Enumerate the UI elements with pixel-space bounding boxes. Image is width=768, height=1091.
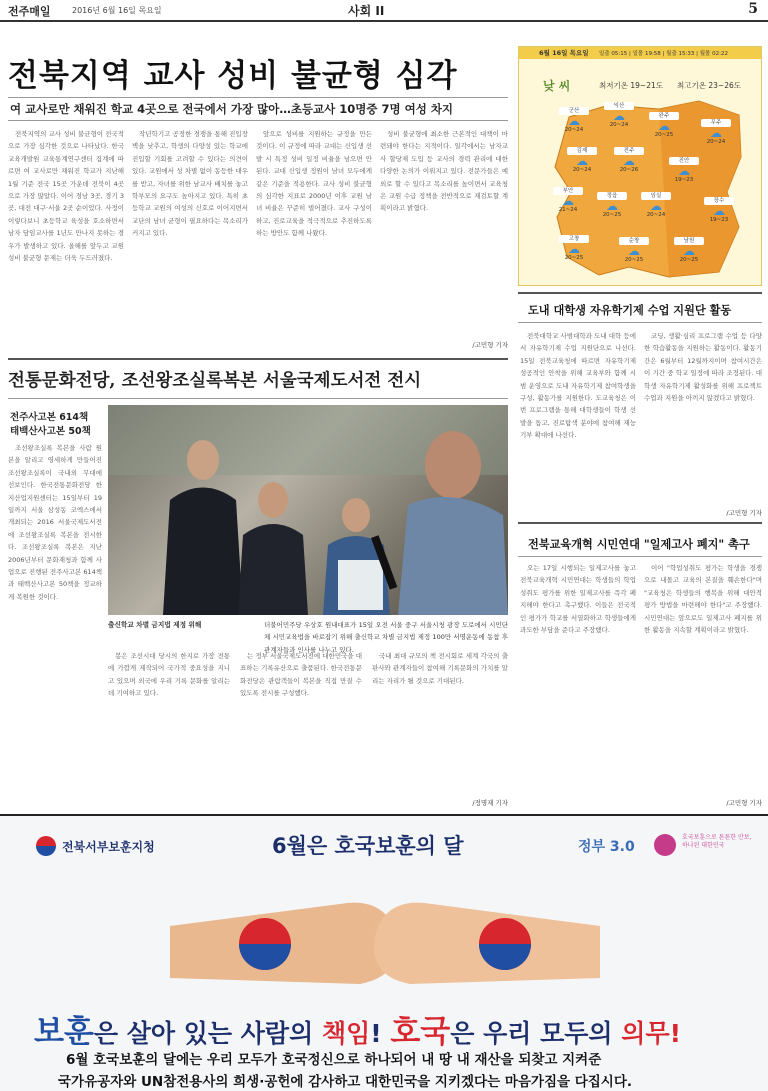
- region-name: 진안: [669, 157, 699, 165]
- slogan-part-b: 은 살아 있는 사람의: [93, 1019, 314, 1048]
- cloud-icon: ☁: [650, 199, 662, 213]
- ad-message-1: 6월 호국보훈의 달에는 우리 모두가 호국정신으로 하나되어 내 땅 내 재산을 되찾고 지켜준: [66, 1052, 602, 1068]
- region-temp: 19~23: [709, 217, 729, 223]
- main-column-2: [132, 128, 248, 340]
- region-name: 고창: [559, 235, 589, 243]
- region-gunsan: [559, 107, 589, 139]
- region-temp: 19~23: [674, 177, 694, 183]
- culture-column: [8, 442, 102, 802]
- main-subhead: 여 교사로만 채워진 학교 4곳으로 전국에서 가장 많아…초등교사 10명중 7명 여성 차지: [10, 102, 454, 116]
- cloud-icon: ☁: [683, 244, 695, 258]
- slogan-responsibility: 책임: [321, 1019, 371, 1048]
- region-muju: [701, 119, 731, 151]
- photo-figures: [108, 405, 508, 615]
- side1-column-2: [644, 330, 762, 504]
- culture-lower-text-3: 국내 최대 규모의 책 전시회로 세계 각국의 출판사와 관계자들이 참여해 기록문화의 가치를 알리는 자리가 될 것으로 기대된다.: [372, 652, 508, 685]
- ad-gov-icon: [654, 834, 676, 856]
- side2-text-2: 이어 "학업성취도 평가는 학생을 경쟁으로 내몰고 교육의 본질을 훼손한다"며 "교육청은 학생들의 행복을 위해 대안적 평가 방법을 마련해야 한다"고 주장했다. 시민연대는 앞으로도 일제고사 폐지를 위한 활동을 지속할 계획이라고 밝혔다.: [644, 564, 762, 635]
- region-name: 부안: [553, 187, 583, 195]
- photo-caption: [264, 619, 508, 654]
- main-text-1: 전북지역의 교사 성비 불균형이 전국적으로 가장 심각한 것으로 나타났다. 한국교육개발원 교육통계연구센터 집계에 따르면 여 교사로만 채워진 학교가 지난해 1월 기준 전국 15곳 가운데 전북이 4곳으로 가장 많았다. 이어 경남 3곳, 경기 3곳, 대전 대구·서울 2곳 순이었다. 사정이 이렇다보니 초등학교 육성을 호소하면서 남자 담임교사를 1년도 만나지 못하는 경우가 발생하고 있다. 올해를 앞두고 교원 성비 불균형 문제는 더욱 두드러졌다.: [8, 130, 124, 263]
- masthead: [0, 0, 768, 22]
- side2-byline: /고민형 기자: [726, 799, 762, 807]
- culture-byline: /정명재 기자: [472, 799, 508, 807]
- culture-lower-1: [108, 650, 230, 808]
- region-sunchang: [619, 237, 649, 269]
- weather-low: 최저기온 19~21도: [599, 81, 663, 90]
- region-name: 완주: [649, 112, 679, 120]
- main-column-3: [256, 128, 372, 340]
- culture-kicker-2: 태백산사고본 50책: [10, 426, 91, 437]
- photo-caption-title: 출신학교 차별 금지법 제정 위해: [108, 621, 202, 629]
- ad-slogan: [34, 1006, 681, 1051]
- region-jeongeup: [597, 192, 627, 224]
- subhead-rule: [8, 120, 508, 121]
- region-name: 임실: [641, 192, 671, 200]
- region-temp: 20~24: [706, 139, 726, 145]
- cloud-icon: ☁: [623, 154, 635, 168]
- side1-text-2: 코딩, 생활·심리 프로그램 수업 등 다양한 학습활동을 지원하는 활동이다. 활동기간은 6월부터 12월까지이며 참여시간은 이 기간 중 학교 일정에 따라 조정된다. 대학생 자유학기제 활성화를 위해 프로젝트 수업과 지원을 아끼지 않겠다고 밝혔다.: [644, 332, 762, 403]
- weather-high: 최고기온 23~26도: [677, 81, 741, 90]
- issue-date: 2016년 6월 16일 목요일: [72, 6, 162, 15]
- weather-box: [518, 46, 762, 286]
- region-jinan: [669, 157, 699, 189]
- culture-kicker-1: 전주사고본 614책: [10, 412, 89, 423]
- region-namwon: [674, 237, 704, 269]
- side2-top-rule: [518, 522, 762, 524]
- ad-gov-logo: 정부 3.0: [578, 839, 635, 855]
- region-name: 군산: [559, 107, 589, 115]
- region-name: 김제: [567, 147, 597, 155]
- region-gochang: [559, 235, 589, 267]
- cloud-icon: ☁: [658, 119, 670, 133]
- ad-agency: 전북서부보훈지청: [62, 840, 155, 854]
- main-column-1: [8, 128, 124, 340]
- region-temp: 20~24: [564, 127, 584, 133]
- region-temp: 20~25: [654, 132, 674, 138]
- cloud-icon: ☁: [568, 114, 580, 128]
- side1-rule: [518, 322, 762, 323]
- cloud-icon: ☁: [678, 164, 690, 178]
- weather-sun-times: 일출 05:15 | 일몰 19:58 | 월출 15:33 | 월몰 02:22: [599, 51, 728, 57]
- cloud-icon: ☁: [568, 242, 580, 256]
- side1-top-rule: [518, 292, 762, 294]
- region-temp: 20~24: [572, 167, 592, 173]
- culture-rule: [8, 398, 508, 399]
- culture-text: 조선왕조실록 복본을 사람 원본을 알리고 영세하게 만들어진 조선왕조실록이 국내외 무대에 선보인다. 한국전통문화전당 한지산업지원센터는 15일부터 19일까지 서울 삼성동 코엑스에서 개최되는 2016 서울국제도서전에 조선왕조실록 복본을 전시한다. 조선왕조실록 복본은 지난 2006년부터 문화재청과 함께 사업으로 진행된 전주사고본 614책과 태백산사고본 50책을 정교하게 복원한 것이다.: [8, 444, 102, 601]
- slogan-part-f: 은 우리 모두의: [450, 1019, 613, 1048]
- culture-headline: 전통문화전당, 조선왕조실록복본 서울국제도서전 전시: [8, 371, 422, 391]
- culture-top-rule: [8, 358, 508, 360]
- weather-label: 낮 씨: [543, 79, 571, 93]
- cloud-icon: ☁: [613, 109, 625, 123]
- section-title: 사회 II: [348, 4, 385, 18]
- region-temp: 21~24: [558, 207, 578, 213]
- cloud-icon: ☁: [628, 244, 640, 258]
- region-name: 남원: [674, 237, 704, 245]
- region-name: 전주: [614, 147, 644, 155]
- region-gimje: [567, 147, 597, 179]
- cloud-icon: ☁: [713, 204, 725, 218]
- main-text-4: 성비 불균형에 최소한 근본적인 대책이 마련돼야 한다는 지적이다. 일각에서는 남자교사 할당제 도입 등 교사의 경력 관리에 대한 다양한 논의가 이뤄지고 있다. 전문가들은 예외로 할 수 있다고 목소리를 높이면서 교육청은 교원 수급 정책을 전반적으로 재검토할 계획이라고 밝혔다.: [380, 130, 508, 213]
- main-text-2: 작년학기고 공정한 경쟁을 통해 진입장벽을 낮추고, 학생의 다양성 있는 학교에 진입할 기회를 고려할 수 있다는 의견이 있다. 교원에서 성 차별 없이 동등한 대우를 받고, 자녀를 위한 남교사 배치를 놓고 학부모의 요구도 높아지고 있다. 특히 초등학교 교원의 여성의 신호로 이어지면서 교단의 남녀 균형이 필요하다는 목소리가 커지고 있다.: [132, 130, 248, 238]
- ad-gov-slogan: 호국보훈으로 튼튼한 안보, 하나된 대한민국: [682, 834, 752, 849]
- region-iksan: [604, 102, 634, 134]
- ad-banner-title: 6월은 호국보훈의 달: [272, 834, 464, 858]
- slogan-bohun: 보훈: [34, 1014, 94, 1050]
- region-temp: 20~25: [679, 257, 699, 263]
- paper-name: 전주매일: [8, 5, 51, 18]
- event-photo: [108, 405, 508, 615]
- region-temp: 20~24: [646, 212, 666, 218]
- main-column-4: [380, 128, 508, 340]
- culture-lower-text-2: 는 정부 서울국제도서전에 대한민국을 대표하는 기록유산으로 출품된다. 한국전통문화전당은 관람객들이 복본을 직접 만질 수 있도록 전시를 구성했다.: [240, 652, 363, 698]
- culture-lower-2: [240, 650, 362, 808]
- cloud-icon: ☁: [576, 154, 588, 168]
- region-name: 무주: [701, 119, 731, 127]
- region-name: 정읍: [597, 192, 627, 200]
- region-temp: 20~25: [624, 257, 644, 263]
- photo-caption-text: 더불어민주당 우상호 원내대표가 15일 오전 서울 중구 서울시청 광장 도로에서 시민단체 시민교육법을 바로잡기 위해 출신학교 차별 금지법 제정 100만 서명운동에 동참 후 관계자들과 인사를 나누고 있다.: [264, 621, 508, 654]
- weather-date: 6월 16일 목요일: [539, 49, 589, 57]
- region-buan: [553, 187, 583, 219]
- side2-column-1: [520, 562, 636, 800]
- ad-message-2: 국가유공자와 UN참전용사의 희생·공헌에 감사하고 대한민국을 지키겠다는 마음가짐을 다집시다.: [58, 1074, 633, 1090]
- side1-headline: 도내 대학생 자유학기제 수업 지원단 활동: [528, 304, 732, 317]
- side1-column-1: [520, 330, 636, 514]
- region-temp: 20~24: [609, 122, 629, 128]
- region-name: 장수: [704, 197, 734, 205]
- side1-text-1: 전북대학교 사범대학과 도내 대학 등에서 자유학기제 수업 지원단으로 나선다. 15일 전북교육청에 따르면 자유학기제 성공적인 안착을 위해 교육부와 함께 시범 운영으로 도내 자유학기제 참여학생을 구성, 활동가를 지원한다. 도교육청은 이번 프로그램을 통해 대학생들이 학생 선발을 돕고, 진로탐색 분야에 참여해 재능기부 확대에 나선다.: [520, 332, 636, 440]
- side2-headline: 전북교육개혁 시민연대 "일제고사 폐지" 촉구: [528, 538, 750, 551]
- side2-rule: [518, 556, 762, 557]
- ad-banner: [0, 814, 768, 1091]
- main-headline: 전북지역 교사 성비 불균형 심각: [8, 58, 458, 94]
- region-temp: 20~25: [602, 212, 622, 218]
- side1-byline: /고민형 기자: [726, 509, 762, 517]
- region-name: 순창: [619, 237, 649, 245]
- page-number: 5: [748, 1, 758, 17]
- region-temp: 20~26: [619, 167, 639, 173]
- side2-column-2: [644, 562, 762, 790]
- main-text-3: 앞으로 성비를 지원하는 규정을 만든 것이다. 이 규정에 따라 교대는 신입생 선발 시 특정 성비 일정 비율을 넘으면 안 된다. 교대 신입생 정원이 남녀 모두에게 같은 기준을 적용한다. 교사 성비 불균형의 심각한 지표로 2000년 이후 교원 남녀 비율은 꾸준히 벌어졌다. 교사 구성이 하고, 진로교육을 적극적으로 추진하도록 하는 방안도 함께 나왔다.: [256, 130, 372, 238]
- cloud-icon: ☁: [710, 126, 722, 140]
- region-wanju: [649, 112, 679, 144]
- cloud-icon: ☁: [562, 194, 574, 208]
- slogan-duty: 의무!: [621, 1019, 681, 1048]
- region-name: 익산: [604, 102, 634, 110]
- cloud-icon: ☁: [606, 199, 618, 213]
- taeguk-logo-icon: [36, 836, 56, 856]
- slogan-part-d: !: [370, 1019, 391, 1048]
- culture-lower-3: [372, 650, 508, 790]
- region-temp: 20~25: [564, 255, 584, 261]
- headline-rule: [8, 97, 508, 98]
- region-jangsu: [704, 197, 734, 229]
- slogan-hoguk: 호국: [390, 1014, 451, 1050]
- region-jeonju: [614, 147, 644, 179]
- side2-text-1: 오는 17일 시행되는 일제고사를 놓고 전북교육개혁 시민연대는 학생들의 학업성취도 평가를 위한 일제고사를 즉각 폐지해야 한다고 촉구했다. 이들은 전국적인 평가가 학교를 서열화하고 학생들에게 과도한 부담을 준다고 주장했다.: [520, 564, 636, 635]
- culture-lower-text-1: 봉은 조선시대 당시의 한지로 가장 전통에 가깝게 제작되어 국가적 중요성을 지니고 있으며 외국에 우리 기록 문화를 알리는 데 기여하고 있다.: [108, 652, 230, 698]
- region-imsil: [641, 192, 671, 224]
- ad-fists-illustration: [170, 866, 600, 1006]
- main-byline: /고민형 기자: [472, 341, 508, 349]
